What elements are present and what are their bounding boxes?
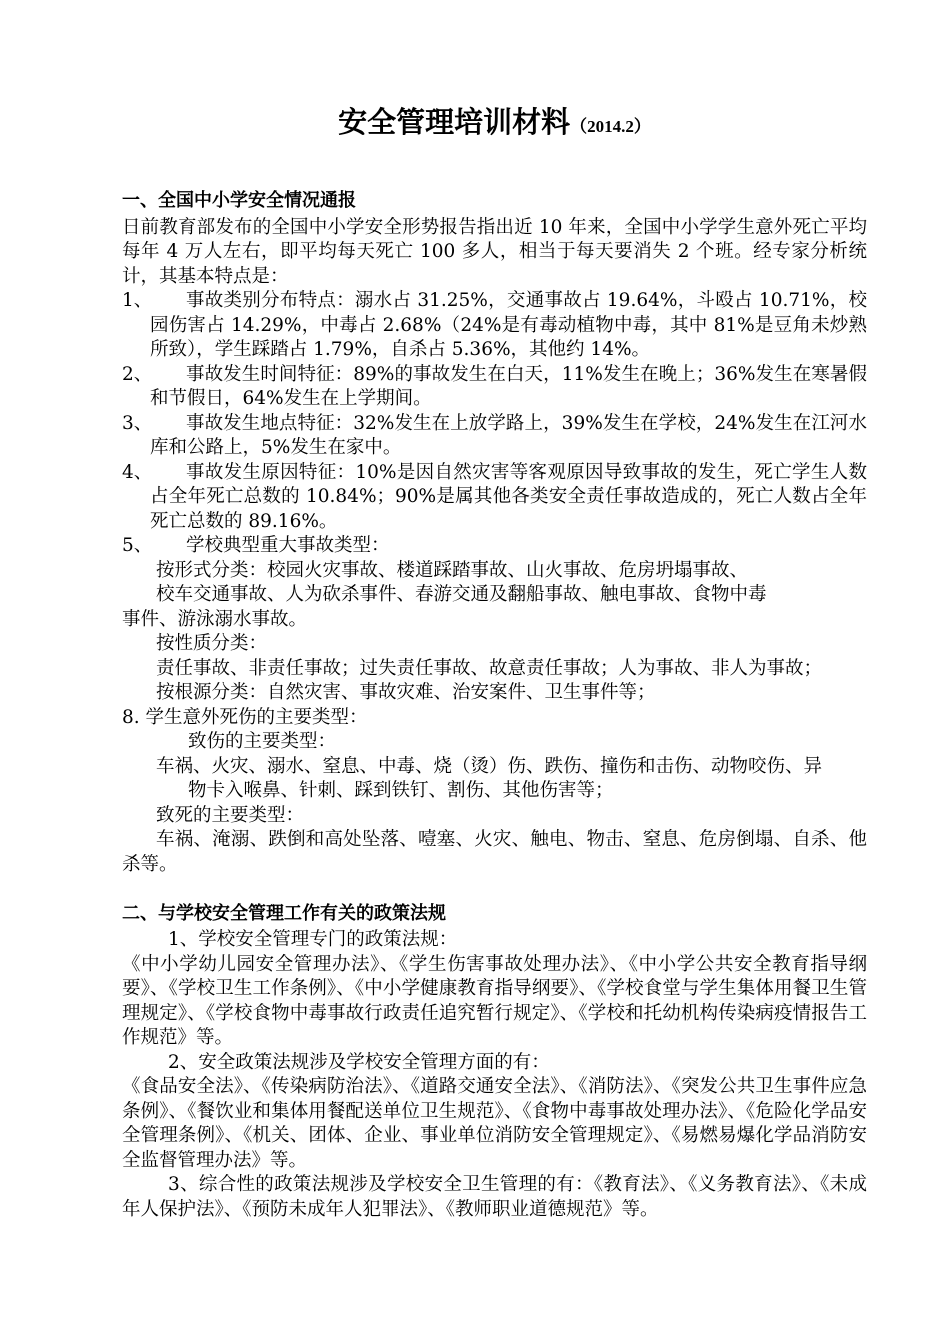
injury-label: 致伤的主要类型： [188,731,337,752]
document-body [122,189,867,1222]
list-item [122,461,867,535]
item-text: 学校典型重大事故类型： [186,535,390,556]
sub1-label: 1、学校安全管理专门的政策法规： [168,929,458,950]
item-text: 事故发生原因特征：10%是因自然灾害等客观原因导致事故的发生，死亡学生人数占全年死亡总数的 10.84%；90%是属其他各类安全责任事故造成的，死亡人数占全年死亡总数的 89.16%。 [150,461,867,532]
section1-heading: 一、全国中小学安全情况通报 [122,190,356,211]
document-title [122,100,867,141]
nature-text: 责任事故、非责任事故；过失责任事故、故意责任事故；人为事故、非人为事故； [156,657,823,679]
paragraph-gap [122,877,867,902]
injury-line2: 物卡入喉鼻、针刺、踩到铁钉、割伤、其他伤害等； [188,780,614,801]
item-number: 5、 [122,535,153,556]
item-number: 1、 [122,290,153,311]
title-main: 安全管理培训材料 [338,105,571,139]
section2-heading: 二、与学校安全管理工作有关的政策法规 [122,902,446,924]
section1-intro: 日前教育部发布的全国中小学安全形势报告指出近 10 年来，全国中小学学生意外死亡平均每年 4 万人左右，即平均每天死亡 100 多人，相当于每天要消失 2 个班。经专家分析统计，其基本特点是： [122,216,867,287]
injury-line1: 车祸、火灾、溺水、窒息、中毒、烧（烫）伤、跌伤、撞伤和击伤、动物咬伤、异 [156,755,823,777]
death-text: 车祸、淹溺、跌倒和高处坠落、噎塞、火灾、触电、物击、窒息、危房倒塌、自杀、他杀等。 [122,829,867,875]
item-number: 2、 [122,363,153,385]
list-item [122,412,867,461]
form-class-line2: 校车交通事故、人为砍杀事件、春游交通及翻船事故、触电事故、食物中毒 [156,584,767,605]
list-item [122,534,867,559]
death-label: 致死的主要类型： [156,804,305,826]
sub1-text: 《中小学幼儿园安全管理办法》、《学生伤害事故处理办法》、《中小学公共安全教育指导纲要》、《学校卫生工作条例》、《中小学健康教育指导纲要》、《学校食堂与学生集体用餐卫生管理规定》、《学校食物中毒事故行政责任追究暂行规定》、《学校和托幼机构传染病疫情报告工作规范》等。 [122,953,867,1048]
form-class-line3: 事件、游泳溺水事故。 [122,608,308,630]
item-number: 4、 [122,461,153,483]
item-number: 3、 [122,412,153,434]
list-item [122,289,867,363]
sub2-text: 《食品安全法》、《传染病防治法》、《道路交通安全法》、《消防法》、《突发公共卫生事件应急条例》、《餐饮业和集体用餐配送单位卫生规范》、《食物中毒事故处理办法》、《危险化学品安全管理条例》、《机关、团体、企业、事业单位消防安全管理规定》、《易燃易爆化学品消防安全监督管理办法》等。 [122,1076,867,1171]
title-date: （2014.2） [570,117,651,136]
source-text: 按根源分类：自然灾害、事故灾难、治安案件、卫生事件等； [156,682,656,703]
item-text: 事故发生地点特征：32%发生在上放学路上，39%发生在学校，24%发生在江河水库和公路上，5%发生在家中。 [150,412,867,458]
item-text: 事故类别分布特点：溺水占 31.25%，交通事故占 19.64%，斗殴占 10.71%，校园伤害占 14.29%，中毒占 2.68%（24%是有毒动植物中毒，其中 81%是豆角未炒熟所致），学生踩踏占 1.79%，自杀占 5.36%，其他约 14%。 [150,290,867,360]
item8-heading: 8. 学生意外死伤的主要类型： [122,706,368,728]
nature-label: 按性质分类： [156,633,268,654]
form-class-line1: 按形式分类：校园火灾事故、楼道踩踏事故、山火事故、危房坍塌事故、 [156,559,749,581]
item-text: 事故发生时间特征：89%的事故发生在白天，11%发生在晚上；36%发生在寒暑假和节假日，64%发生在上学期间。 [150,363,867,409]
sub3-text: 3、综合性的政策法规涉及学校安全卫生管理的有：《教育法》、《义务教育法》、《未成年人保护法》、《预防未成年人犯罪法》、《教师职业道德规范》等。 [122,1174,867,1220]
list-item [122,363,867,412]
sub2-label: 2、安全政策法规涉及学校安全管理方面的有： [168,1051,550,1073]
